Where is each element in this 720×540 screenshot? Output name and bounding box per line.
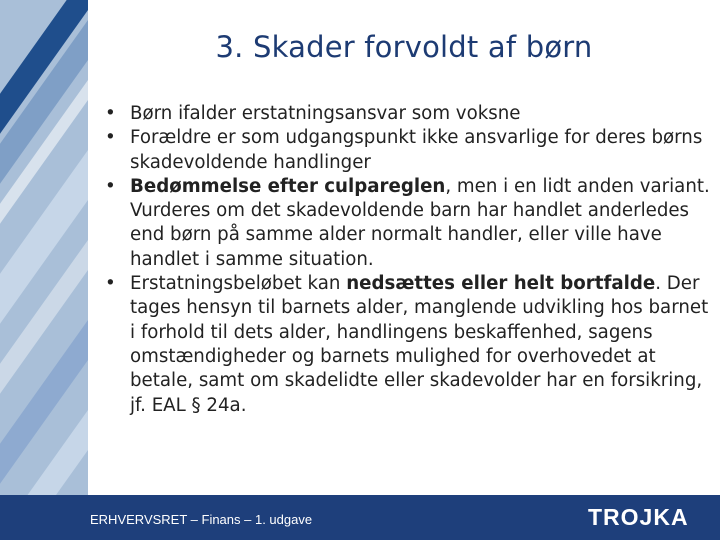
bullet-text: Forældre er som udgangspunkt ikke ansvarlige for deres børns skadevoldende handlinger [130, 127, 703, 173]
decorative-stripe-panel [0, 0, 88, 540]
trojka-logo: TROJKA [588, 504, 689, 530]
bullet-text: Børn ifalder erstatningsansvar som voksne [130, 103, 521, 124]
bullet-item [105, 175, 717, 272]
bullet-emphasis: Bedømmelse efter culpareglen [130, 175, 446, 197]
bullet-glyph: • [105, 273, 116, 295]
bullet-glyph: • [105, 127, 116, 149]
bullet-item [105, 102, 717, 126]
bullet-text: Erstatningsbeløbet kan [130, 273, 347, 295]
bullet-item [105, 272, 717, 418]
bullet-emphasis: nedsættes eller helt bortfalde [346, 273, 656, 295]
bullet-item [105, 126, 717, 175]
bullet-glyph: • [105, 175, 116, 197]
bullet-glyph: • [105, 103, 116, 124]
bullet-text: , men i en lidt anden variant. Vurderes om det skadevoldende barn har handlet anderledes end børn på samme alder normalt handler, eller ville have handlet i samme situation. [130, 175, 710, 270]
bullet-list [105, 102, 717, 418]
footer-caption: ERHVERVSRET – Finans – 1. udgave [90, 512, 313, 527]
bullet-text-tail: . Der tages hensyn til barnets alder, manglende udvikling hos barnet i forhold til dets alder, handlingens beskaffenhed, sagens omstændigheder og barnets mulighed for overhovedet at betale, samt om skadelidte eller skadevolder har en forsikring, jf. EAL § 24a. [130, 273, 709, 416]
slide-title: 3. Skader forvoldt af børn [215, 30, 593, 64]
